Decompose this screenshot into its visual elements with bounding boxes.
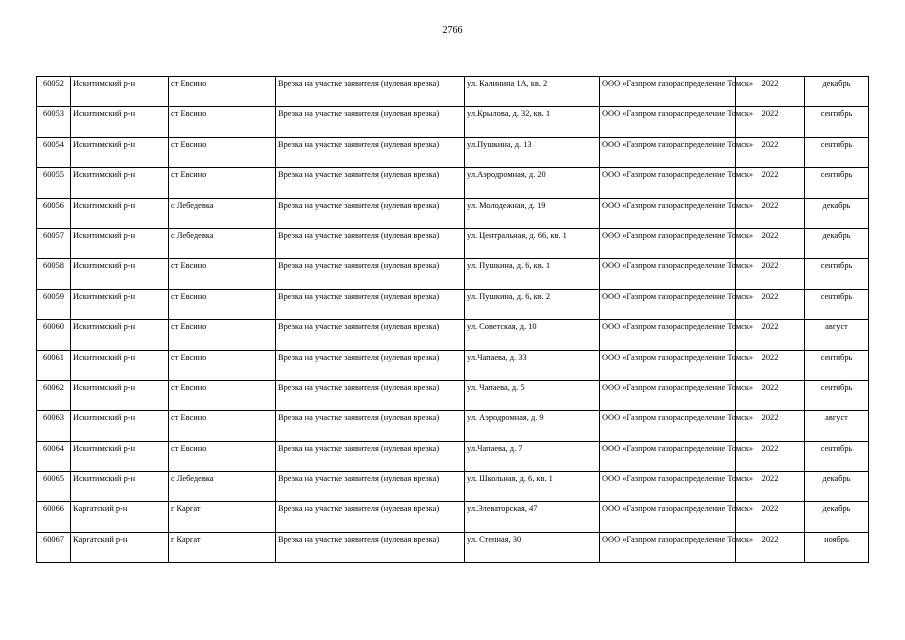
settlement-cell: ст Евсино [169, 168, 276, 198]
organization-cell: ООО «Газпром газораспределение Томск» [600, 502, 736, 532]
organization-cell: ООО «Газпром газораспределение Томск» [600, 77, 736, 107]
address-cell: ул. Чапаева, д. 5 [465, 380, 600, 410]
work-type-cell: Врезка на участке заявителя (нулевая врезка) [276, 380, 465, 410]
address-cell: ул. Пушкина, д. 6, кв. 1 [465, 259, 600, 289]
record-number: 60060 [37, 320, 71, 350]
settlement-cell: ст Евсино [169, 137, 276, 167]
year-cell: 2022 [736, 259, 805, 289]
work-type-cell: Врезка на участке заявителя (нулевая врезка) [276, 502, 465, 532]
month-cell: август [805, 411, 869, 441]
year-cell: 2022 [736, 107, 805, 137]
organization-cell: ООО «Газпром газораспределение Томск» [600, 380, 736, 410]
year-cell: 2022 [736, 228, 805, 258]
record-number: 60054 [37, 137, 71, 167]
organization-cell: ООО «Газпром газораспределение Томск» [600, 532, 736, 562]
work-type-cell: Врезка на участке заявителя (нулевая врезка) [276, 228, 465, 258]
table-row [37, 472, 869, 502]
table-row [37, 289, 869, 319]
district-cell: Искитимский р-н [71, 168, 169, 198]
record-number: 60052 [37, 77, 71, 107]
month-cell: сентябрь [805, 380, 869, 410]
district-cell: Искитимский р-н [71, 320, 169, 350]
year-cell: 2022 [736, 168, 805, 198]
record-number: 60063 [37, 411, 71, 441]
work-type-cell: Врезка на участке заявителя (нулевая врезка) [276, 168, 465, 198]
settlement-cell: с Лебедевка [169, 228, 276, 258]
registry-body [37, 77, 869, 563]
table-row [37, 350, 869, 380]
organization-cell: ООО «Газпром газораспределение Томск» [600, 137, 736, 167]
address-cell: ул.Крылова, д. 32, кв. 1 [465, 107, 600, 137]
month-cell: сентябрь [805, 107, 869, 137]
settlement-cell: г Каргат [169, 532, 276, 562]
table-row [37, 441, 869, 471]
year-cell: 2022 [736, 411, 805, 441]
organization-cell: ООО «Газпром газораспределение Томск» [600, 320, 736, 350]
settlement-cell: ст Евсино [169, 380, 276, 410]
year-cell: 2022 [736, 380, 805, 410]
settlement-cell: ст Евсино [169, 77, 276, 107]
work-type-cell: Врезка на участке заявителя (нулевая врезка) [276, 532, 465, 562]
month-cell: август [805, 320, 869, 350]
address-cell: ул. Степная, 30 [465, 532, 600, 562]
organization-cell: ООО «Газпром газораспределение Томск» [600, 441, 736, 471]
settlement-cell: ст Евсино [169, 441, 276, 471]
district-cell: Искитимский р-н [71, 472, 169, 502]
district-cell: Искитимский р-н [71, 411, 169, 441]
page-number: 2766 [442, 25, 463, 36]
month-cell: сентябрь [805, 289, 869, 319]
settlement-cell: г Каргат [169, 502, 276, 532]
record-number: 60065 [37, 472, 71, 502]
table-row [37, 532, 869, 562]
address-cell: ул.Пушкина, д. 13 [465, 137, 600, 167]
settlement-cell: ст Евсино [169, 107, 276, 137]
registry-table [36, 76, 869, 563]
table-row [37, 228, 869, 258]
settlement-cell: ст Евсино [169, 350, 276, 380]
month-cell: декабрь [805, 198, 869, 228]
organization-cell: ООО «Газпром газораспределение Томск» [600, 198, 736, 228]
settlement-cell: с Лебедевка [169, 472, 276, 502]
record-number: 60056 [37, 198, 71, 228]
work-type-cell: Врезка на участке заявителя (нулевая врезка) [276, 198, 465, 228]
month-cell: декабрь [805, 472, 869, 502]
record-number: 60059 [37, 289, 71, 319]
month-cell: декабрь [805, 77, 869, 107]
address-cell: ул. Молодежная, д. 19 [465, 198, 600, 228]
year-cell: 2022 [736, 320, 805, 350]
work-type-cell: Врезка на участке заявителя (нулевая врезка) [276, 320, 465, 350]
address-cell: ул.Элеваторская, 47 [465, 502, 600, 532]
year-cell: 2022 [736, 532, 805, 562]
record-number: 60058 [37, 259, 71, 289]
organization-cell: ООО «Газпром газораспределение Томск» [600, 259, 736, 289]
record-number: 60055 [37, 168, 71, 198]
year-cell: 2022 [736, 198, 805, 228]
record-number: 60066 [37, 502, 71, 532]
district-cell: Искитимский р-н [71, 137, 169, 167]
work-type-cell: Врезка на участке заявителя (нулевая врезка) [276, 472, 465, 502]
table-row [37, 320, 869, 350]
address-cell: ул. Школьная, д. 6, кв. 1 [465, 472, 600, 502]
month-cell: сентябрь [805, 259, 869, 289]
table-row [37, 502, 869, 532]
record-number: 60053 [37, 107, 71, 137]
address-cell: ул.Чапаева, д. 7 [465, 441, 600, 471]
year-cell: 2022 [736, 502, 805, 532]
address-cell: ул. Пушкина, д. 6, кв. 2 [465, 289, 600, 319]
work-type-cell: Врезка на участке заявителя (нулевая врезка) [276, 259, 465, 289]
record-number: 60067 [37, 532, 71, 562]
district-cell: Искитимский р-н [71, 77, 169, 107]
record-number: 60062 [37, 380, 71, 410]
district-cell: Искитимский р-н [71, 289, 169, 319]
work-type-cell: Врезка на участке заявителя (нулевая врезка) [276, 107, 465, 137]
organization-cell: ООО «Газпром газораспределение Томск» [600, 107, 736, 137]
year-cell: 2022 [736, 77, 805, 107]
district-cell: Искитимский р-н [71, 198, 169, 228]
year-cell: 2022 [736, 137, 805, 167]
district-cell: Искитимский р-н [71, 380, 169, 410]
month-cell: декабрь [805, 502, 869, 532]
table-row [37, 168, 869, 198]
table-row [37, 198, 869, 228]
district-cell: Искитимский р-н [71, 107, 169, 137]
organization-cell: ООО «Газпром газораспределение Томск» [600, 289, 736, 319]
organization-cell: ООО «Газпром газораспределение Томск» [600, 411, 736, 441]
district-cell: Искитимский р-н [71, 441, 169, 471]
month-cell: сентябрь [805, 137, 869, 167]
organization-cell: ООО «Газпром газораспределение Томск» [600, 228, 736, 258]
table-row [37, 107, 869, 137]
district-cell: Искитимский р-н [71, 228, 169, 258]
address-cell: ул. Советская, д. 10 [465, 320, 600, 350]
settlement-cell: ст Евсино [169, 259, 276, 289]
record-number: 60064 [37, 441, 71, 471]
settlement-cell: ст Евсино [169, 320, 276, 350]
organization-cell: ООО «Газпром газораспределение Томск» [600, 472, 736, 502]
table-row [37, 380, 869, 410]
organization-cell: ООО «Газпром газораспределение Томск» [600, 168, 736, 198]
district-cell: Каргатский р-н [71, 532, 169, 562]
address-cell: ул.Чапаева, д. 33 [465, 350, 600, 380]
record-number: 60057 [37, 228, 71, 258]
settlement-cell: ст Евсино [169, 289, 276, 319]
work-type-cell: Врезка на участке заявителя (нулевая врезка) [276, 137, 465, 167]
month-cell: ноябрь [805, 532, 869, 562]
address-cell: ул. Калинина 1А, кв. 2 [465, 77, 600, 107]
settlement-cell: ст Евсино [169, 411, 276, 441]
address-cell: ул. Аэродромная, д. 9 [465, 411, 600, 441]
year-cell: 2022 [736, 441, 805, 471]
district-cell: Каргатский р-н [71, 502, 169, 532]
year-cell: 2022 [736, 289, 805, 319]
district-cell: Искитимский р-н [71, 259, 169, 289]
record-number: 60061 [37, 350, 71, 380]
address-cell: ул. Центральная, д. 66, кв. 1 [465, 228, 600, 258]
district-cell: Искитимский р-н [71, 350, 169, 380]
work-type-cell: Врезка на участке заявителя (нулевая врезка) [276, 411, 465, 441]
table-row [37, 259, 869, 289]
work-type-cell: Врезка на участке заявителя (нулевая врезка) [276, 289, 465, 319]
month-cell: сентябрь [805, 350, 869, 380]
work-type-cell: Врезка на участке заявителя (нулевая врезка) [276, 441, 465, 471]
work-type-cell: Врезка на участке заявителя (нулевая врезка) [276, 350, 465, 380]
table-row [37, 137, 869, 167]
settlement-cell: с Лебедевка [169, 198, 276, 228]
table-row [37, 77, 869, 107]
year-cell: 2022 [736, 472, 805, 502]
month-cell: сентябрь [805, 441, 869, 471]
year-cell: 2022 [736, 350, 805, 380]
month-cell: сентябрь [805, 168, 869, 198]
organization-cell: ООО «Газпром газораспределение Томск» [600, 350, 736, 380]
address-cell: ул.Аэродромная, д. 20 [465, 168, 600, 198]
month-cell: декабрь [805, 228, 869, 258]
work-type-cell: Врезка на участке заявителя (нулевая врезка) [276, 77, 465, 107]
table-row [37, 411, 869, 441]
